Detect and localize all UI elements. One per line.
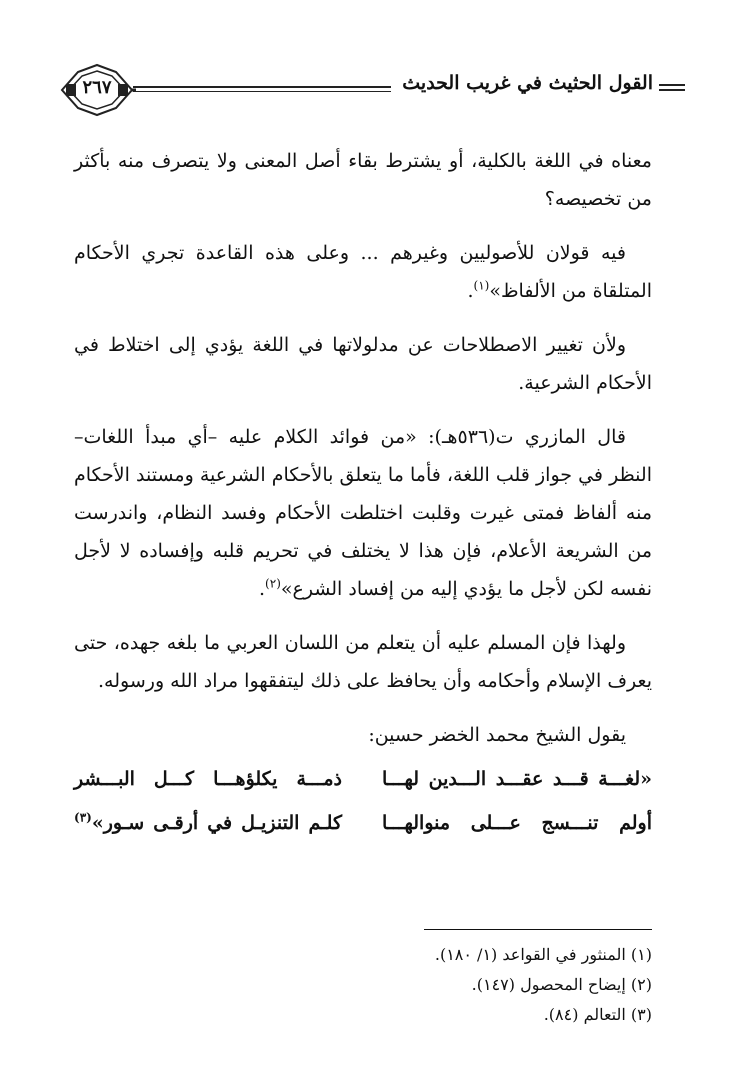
paragraph: قال المازري ت(٥٣٦هـ): «من فوائد الكلام عليه –أي مبدأ اللغات– النظر في جواز قلب اللغة، فأما ما يتعلق بالأحكام الشرعية ومستند الأحكام منه ألفاظ فمتى غيرت وقلبت اختلطت الأحكام وفسد النظام، واندرست من الشريعة الأعلام، فإن هذا لا يختلف في تحريم قلبه وإفساده لا لأجل نفسه لكن لأجل ما يؤدي إليه من إفساد الشرع»$^{(٢)}$. — [74, 426, 652, 600]
footnote-marker: (١) — [473, 278, 490, 293]
header-rule — [133, 86, 391, 88]
paragraph: ولهذا فإن المسلم عليه أن يتعلم من اللسان العربي ما بلغه جهده، حتى يعرف الإسلام وأحكامه وأن يحافظ على ذلك ليتفقهوا مراد الله ورسوله. — [74, 632, 652, 692]
paragraph: معناه في اللغة بالكلية، أو يشترط بقاء أصل المعنى ولا يتصرف منه بأكثر من تخصيصه؟ — [74, 150, 652, 210]
footnote: (٣) التعالم (٨٤). — [543, 1005, 652, 1024]
paragraph: فيه قولان للأصوليين وغيرهم ... وعلى هذه القاعدة تجري الأحكام المتلقاة من الألفاظ»$^{(١)}$. — [74, 242, 652, 302]
page-header — [58, 62, 653, 122]
verse-second-hemistich: ذمـــة يكلؤهـــا كـــل البـــشر — [74, 768, 342, 790]
verse-second-hemistich: كلـم التنزيـل في أرقـى سـور»$^{(٣)}$ — [74, 810, 342, 834]
footnote-marker: (٣) — [74, 810, 92, 825]
poem — [74, 768, 652, 856]
header-rule-thin — [133, 91, 391, 92]
paragraph: ولأن تغيير الاصطلاحات عن مدلولاتها في اللغة يؤدي إلى اختلاط في الأحكام الشرعية. — [74, 334, 652, 394]
footnotes — [352, 940, 652, 1030]
header-dash-lower — [659, 89, 685, 91]
footnote-marker: (٢) — [265, 576, 281, 591]
poem-verse — [74, 768, 652, 812]
poem-verse — [74, 812, 652, 856]
running-title: القول الحثيث في غريب الحديث — [402, 72, 653, 94]
verse-first-hemistich: «لغـــة قـــد عقـــد الـــدين لهـــا — [382, 768, 652, 790]
poem-intro: يقول الشيخ محمد الخضر حسين: — [368, 724, 626, 746]
footnote: (١) المنثور في القواعد (١/ ١٨٠). — [434, 945, 652, 964]
page-number: ٢٦٧ — [82, 77, 112, 98]
verse-first-hemistich: أولم تنـــسج عـــلى منوالهـــا — [382, 812, 652, 834]
footnote: (٢) إيضاح المحصول (١٤٧). — [471, 975, 652, 994]
header-dash — [659, 84, 685, 86]
main-text — [74, 142, 652, 754]
footnote-separator — [424, 929, 652, 930]
